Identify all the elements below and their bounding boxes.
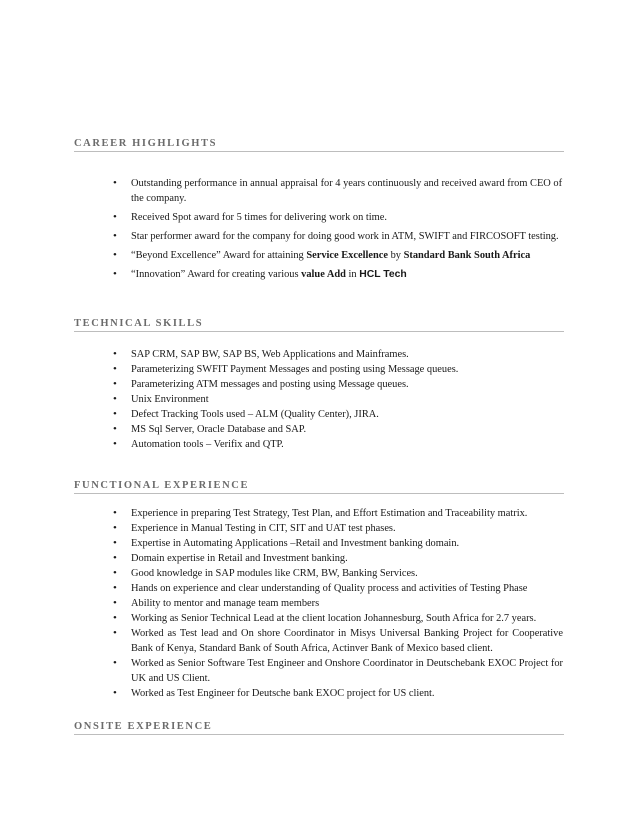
bullet-icon: • bbox=[113, 507, 117, 519]
section-heading-technical-skills: TECHNICAL SKILLS bbox=[74, 318, 564, 332]
career-highlights-list bbox=[113, 176, 563, 286]
section-heading-functional-experience: FUNCTIONAL EXPERIENCE bbox=[74, 480, 564, 494]
list-item: • Worked as Test lead and On shore Coordinator in Misys Universal Banking Project for Cooperative Bank of Kenya, Standard Bank of South Africa, Actinver Bank of Mexico based client. bbox=[113, 627, 563, 654]
bullet-icon: • bbox=[113, 612, 117, 624]
bullet-icon: • bbox=[113, 567, 117, 579]
list-item: • Ability to mentor and manage team members bbox=[113, 597, 320, 609]
list-item: • Outstanding performance in annual appraisal for 4 years continuously and received award from CEO of the company. bbox=[113, 177, 563, 204]
bullet-icon: • bbox=[113, 348, 117, 360]
bullet-icon: • bbox=[113, 268, 117, 280]
list-item: • Domain expertise in Retail and Investment banking. bbox=[113, 552, 348, 564]
list-item: • Hands on experience and clear understanding of Quality process and activities of Testing Phase bbox=[113, 582, 528, 594]
bullet-icon: • bbox=[113, 230, 117, 242]
section-heading-career-highlights: CAREER HIGHLIGHTS bbox=[74, 138, 564, 152]
list-item: • Defect Tracking Tools used – ALM (Quality Center), JIRA. bbox=[113, 408, 379, 420]
list-item: • “Innovation” Award for creating various value Add in HCL Tech bbox=[113, 268, 407, 280]
technical-skills-list bbox=[113, 347, 563, 452]
bullet-icon: • bbox=[113, 363, 117, 375]
bullet-icon: • bbox=[113, 657, 117, 669]
functional-experience-list bbox=[113, 506, 563, 701]
list-item: • Working as Senior Technical Lead at the client location Johannesburg, South Africa for 2.7 years. bbox=[113, 612, 537, 624]
list-item: • Good knowledge in SAP modules like CRM, BW, Banking Services. bbox=[113, 567, 418, 579]
list-item: • Experience in preparing Test Strategy, Test Plan, and Effort Estimation and Traceability matrix. bbox=[113, 507, 528, 519]
bullet-icon: • bbox=[113, 408, 117, 420]
list-item: • SAP CRM, SAP BW, SAP BS, Web Applications and Mainframes. bbox=[113, 348, 409, 360]
list-item: • Worked as Test Engineer for Deutsche bank EXOC project for US client. bbox=[113, 687, 435, 699]
list-item: • Unix Environment bbox=[113, 393, 209, 405]
bullet-icon: • bbox=[113, 423, 117, 435]
list-item: • Automation tools – Verifix and QTP. bbox=[113, 438, 284, 450]
list-item: • Received Spot award for 5 times for delivering work on time. bbox=[113, 211, 387, 223]
bullet-icon: • bbox=[113, 552, 117, 564]
list-item: • Parameterizing ATM messages and posting using Message queues. bbox=[113, 378, 409, 390]
list-item: • “Beyond Excellence” Award for attaining Service Excellence by Standard Bank South Africa bbox=[113, 249, 531, 261]
list-item: • Star performer award for the company for doing good work in ATM, SWIFT and FIRCOSOFT testing. bbox=[113, 230, 559, 242]
bullet-icon: • bbox=[113, 687, 117, 699]
list-item: • Worked as Senior Software Test Engineer and Onshore Coordinator in Deutschebank EXOC Project for UK and US Client. bbox=[113, 657, 563, 684]
bullet-icon: • bbox=[113, 438, 117, 450]
section-heading-onsite-experience: ONSITE EXPERIENCE bbox=[74, 721, 564, 735]
bullet-icon: • bbox=[113, 522, 117, 534]
bullet-icon: • bbox=[113, 582, 117, 594]
bullet-icon: • bbox=[113, 627, 117, 639]
bullet-icon: • bbox=[113, 249, 117, 261]
bullet-icon: • bbox=[113, 393, 117, 405]
bullet-icon: • bbox=[113, 378, 117, 390]
bullet-icon: • bbox=[113, 597, 117, 609]
bullet-icon: • bbox=[113, 537, 117, 549]
bullet-icon: • bbox=[113, 211, 117, 223]
list-item: • MS Sql Server, Oracle Database and SAP. bbox=[113, 423, 307, 435]
list-item: • Experience in Manual Testing in CIT, SIT and UAT test phases. bbox=[113, 522, 396, 534]
list-item: • Expertise in Automating Applications –Retail and Investment banking domain. bbox=[113, 537, 460, 549]
list-item: • Parameterizing SWFIT Payment Messages and posting using Message queues. bbox=[113, 363, 459, 375]
bullet-icon: • bbox=[113, 177, 117, 189]
